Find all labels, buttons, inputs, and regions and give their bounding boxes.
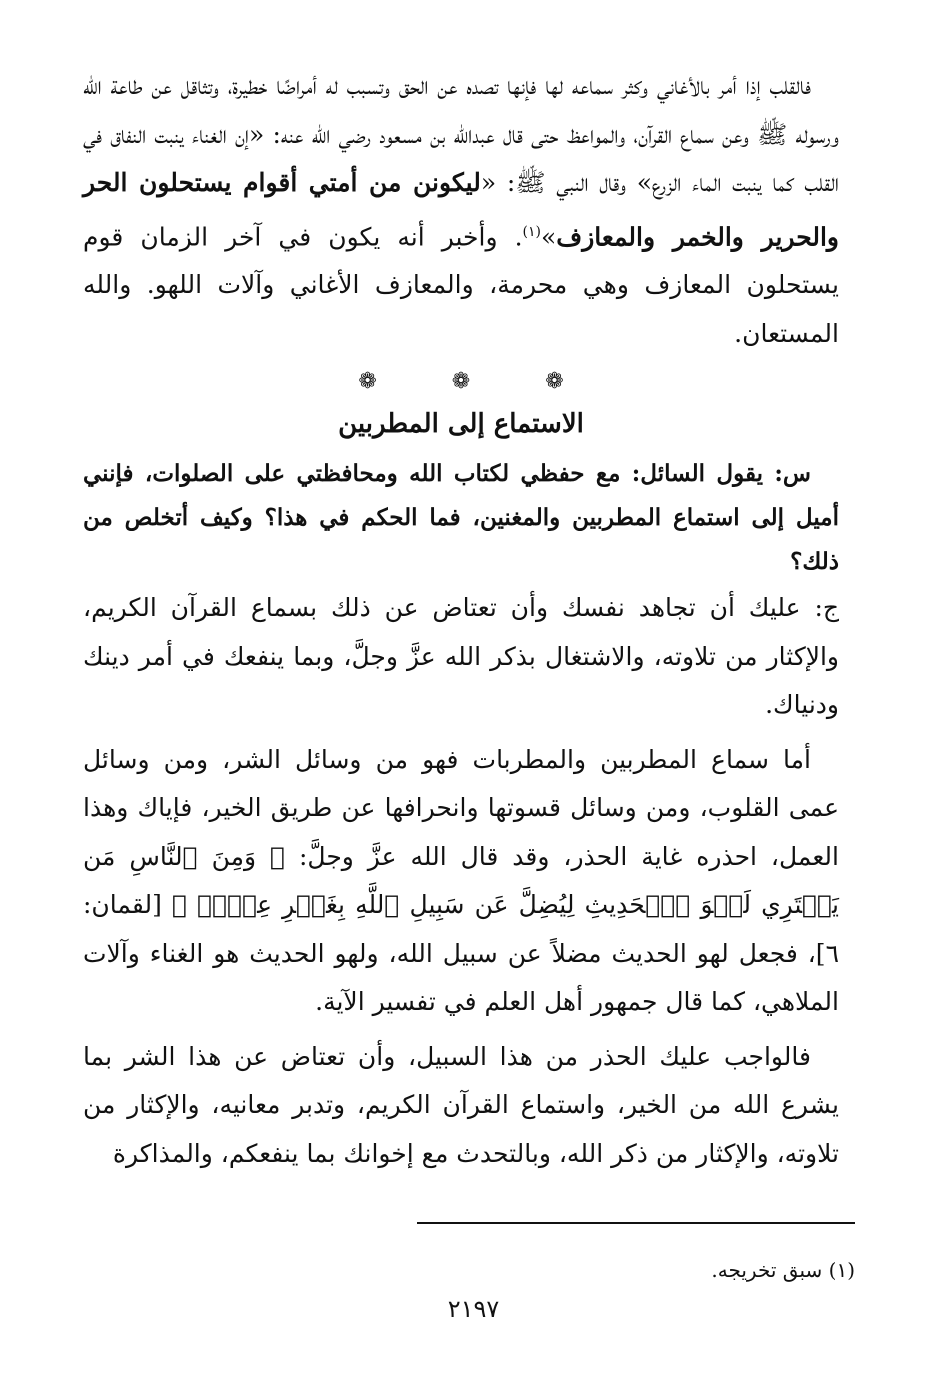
paragraph-advice: فالواجب عليك الحذر من هذا السبيل، وأن تعتاض عن هذا الشر بما يشرع الله من الخير، واستماع القرآن الكريم، وتدبر معانيه، والإكثار من تلاوته، والإكثار من ذكر الله، وبالتحدث مع إخوانك بما ينفعكم، والمذاكرة (83, 1041, 839, 1168)
section-separator (83, 362, 839, 402)
footnote: (١) سبق تخريجه. (711, 1258, 855, 1282)
separator-star-icon: ❁ (451, 369, 471, 395)
paragraph-intro (83, 62, 839, 358)
separator-star-icon: ❁ (358, 369, 377, 395)
hadith-quote: ليكونن من أمتي أقوام يستحلون الحر والحرير والخمر والمعازف (83, 168, 839, 251)
quote-close: » (540, 221, 557, 251)
section-heading: الاستماع إلى المطربين (338, 409, 584, 440)
answer-text: ج: عليك أن تجاهد نفسك وأن تعتاض عن ذلك بسماع القرآن الكريم، والإكثار من تلاوته، والاشتغال بذكر الله عزَّ وجلَّ، وبما ينفعك في أمر دينك ودنياك. (83, 593, 839, 720)
footnote-marker: (١) (522, 223, 541, 240)
separator-star-icon: ❁ (545, 369, 564, 395)
paragraph-intro-text: فالقلب إذا أمر بالأغاني وكثر سماعه لها فإنها تصده عن الحق وتسبب له أمراضًا خطيرة، وتثاقل عن طاعة الله ورسوله ﷺ وعن سماع القرآن، والمواعظ حتى قال عبدالله بن مسعود رضي الله عنه: «إن الغناء ينبت النفاق في القلب كما ينبت الماء الزرع» وقال النبي ﷺ: « (83, 71, 839, 197)
footnote-divider (417, 1222, 855, 1224)
page-number: ٢١٩٧ (447, 1295, 500, 1323)
question-text: س: يقول السائل: مع حفظي لكتاب الله ومحافظتي على الصلوات، فإنني أميل إلى استماع المطربين والمغنين، فما الحكم في هذا؟ وكيف أتخلص من ذلك؟ (83, 460, 839, 576)
paragraph-intro-end: . وأخبر أنه يكون في آخر الزمان قوم يستحلون المعازف وهي محرمة، والمعازف الأغاني وآلات اللهو. والله المستعان. (83, 221, 839, 348)
page-body (83, 62, 839, 1178)
paragraph-ruling: أما سماع المطربين والمطربات فهو من وسائل الشر، ومن وسائل عمى القلوب، ومن وسائل قسوتها وانحرافها عن طريق الخير، فإياك وهذا العمل، احذره غاية الحذر، وقد قال الله عزَّ وجلَّ: ﴿ وَمِنَ ٱلنَّاسِ مَن يَشۡتَرِي لَهۡوَ ٱلۡحَدِيثِ لِيُضِلَّ عَن سَبِيلِ ٱللَّهِ بِغَيۡرِ عِلۡمٖ ﴾ [لقمان: ٦]، فجعل لهو الحديث مضلاً عن سبيل الله، ولهو الحديث هو الغناء وآلات الملاهي، كما قال جمهور أهل العلم في تفسير الآية. (83, 744, 839, 1017)
